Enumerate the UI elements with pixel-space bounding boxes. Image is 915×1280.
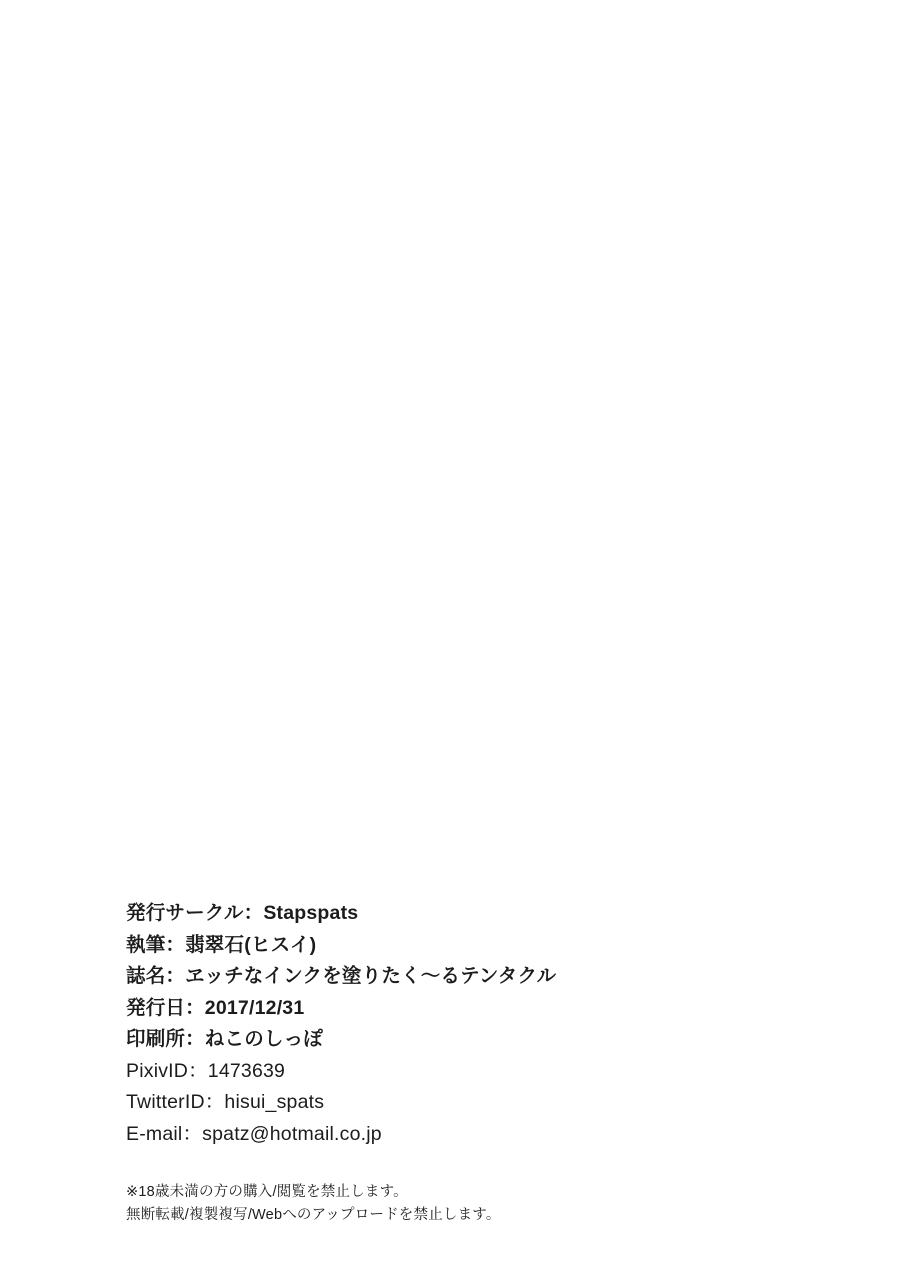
colophon-line-title: 誌名：ヱッチなインクを塗りたく〜るテンタクル	[126, 965, 557, 987]
colophon-credits	[126, 898, 826, 1150]
colophon-notices	[126, 1181, 826, 1227]
notice-reproduction-ban: 無断転載/複製複写/Webへのアップロードを禁止します。	[126, 1207, 501, 1223]
notice-age-restriction: ※18歳未満の方の購入/閲覧を禁止します。	[126, 1184, 408, 1200]
colophon-line-printer: 印刷所：ねこのしっぽ	[126, 1028, 324, 1050]
colophon-line-email: E-mail：spatz@hotmail.co.jp	[126, 1122, 382, 1145]
colophon-line-publish-date: 発行日：2017/12/31	[126, 996, 305, 1019]
colophon-line-pixiv-id: PixivID：1473639	[126, 1059, 286, 1082]
colophon-line-twitter-id: TwitterID：hisui_spats	[126, 1091, 325, 1113]
colophon-line-circle: 発行サークル：Stapspats	[126, 902, 359, 924]
colophon-block	[126, 898, 826, 1227]
colophon-line-author: 執筆：翡翠石(ヒスイ)	[126, 933, 317, 956]
